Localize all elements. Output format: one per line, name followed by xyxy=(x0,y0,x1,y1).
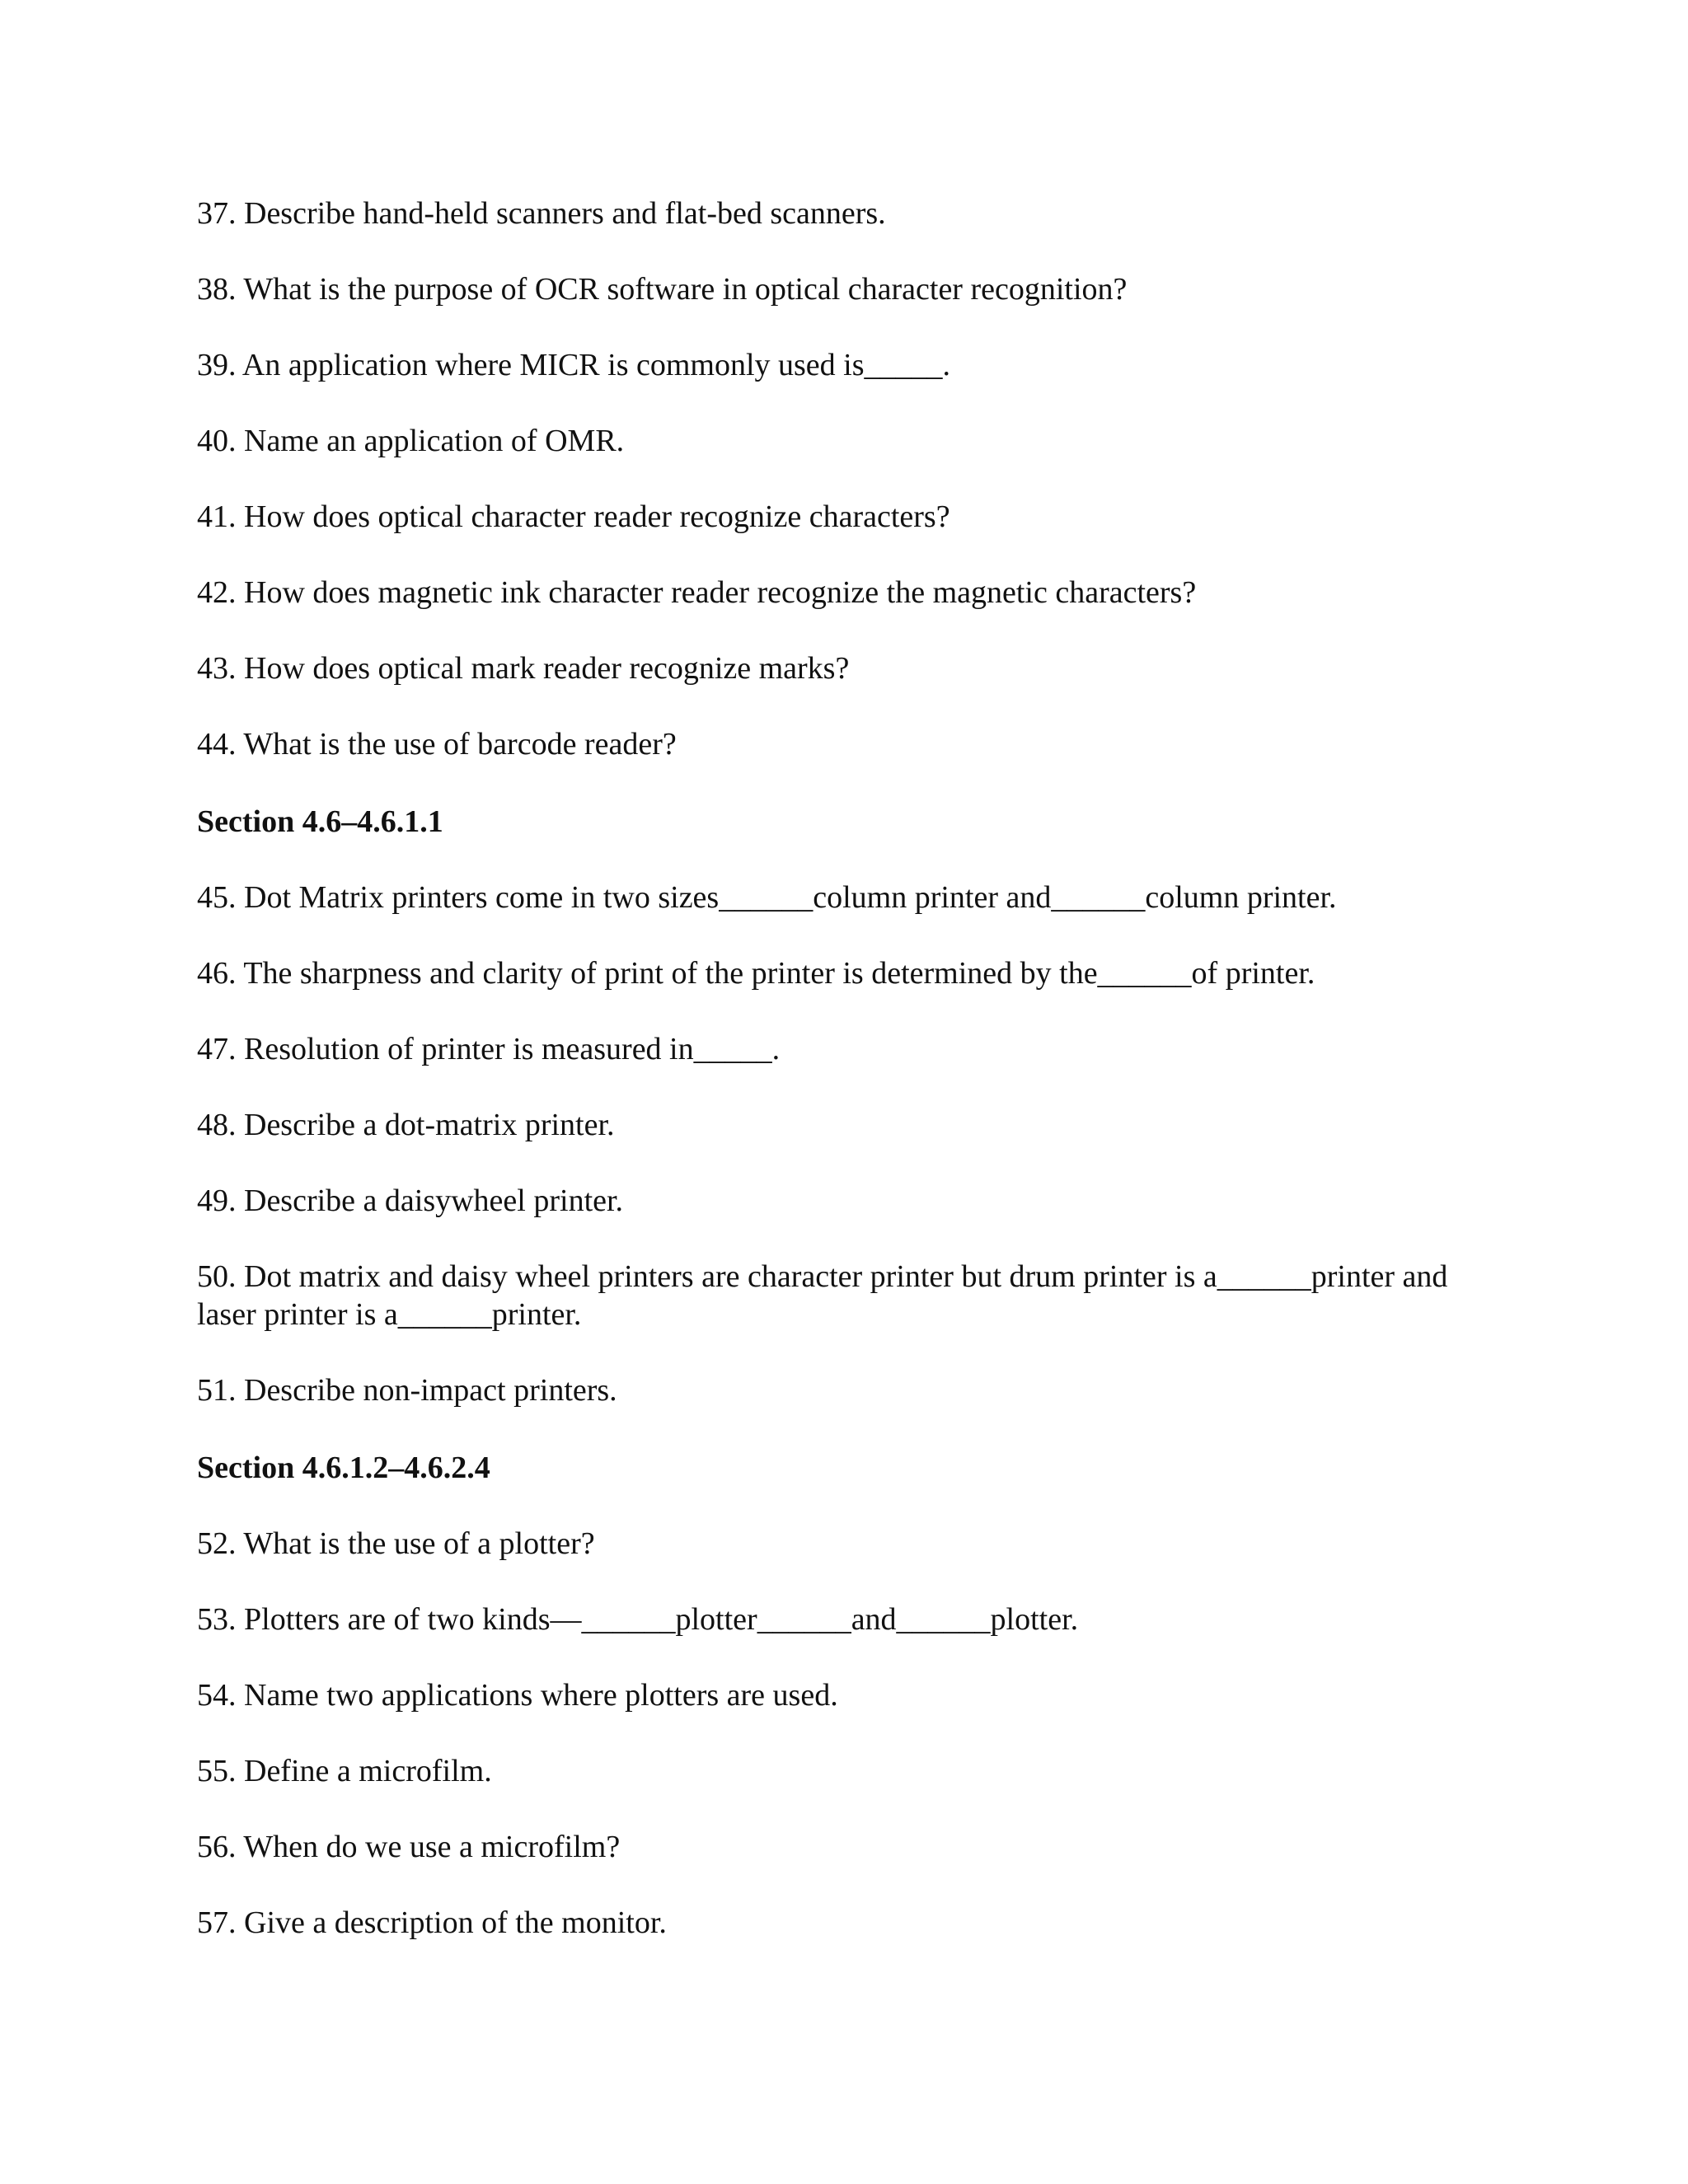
question-54: 54. Name two applications where plotters are used. xyxy=(197,1678,838,1713)
question-44: 44. What is the use of barcode reader? xyxy=(197,727,677,762)
question-41: 41. How does optical character reader recognize characters? xyxy=(197,499,950,534)
question-53: 53. Plotters are of two kinds—______plotter______and______plotter. xyxy=(197,1602,1079,1637)
question-51: 51. Describe non-impact printers. xyxy=(197,1373,617,1408)
question-46: 46. The sharpness and clarity of print of the printer is determined by the______of printer. xyxy=(197,956,1315,991)
question-38: 38. What is the purpose of OCR software in optical character recognition? xyxy=(197,272,1128,307)
question-49: 49. Describe a daisywheel printer. xyxy=(197,1183,624,1218)
section-heading: Section 4.6–4.6.1.1 xyxy=(197,804,443,839)
section-heading: Section 4.6.1.2–4.6.2.4 xyxy=(197,1451,490,1485)
question-42: 42. How does magnetic ink character reader recognize the magnetic characters? xyxy=(197,575,1197,610)
question-45: 45. Dot Matrix printers come in two sizes______column printer and______column printer. xyxy=(197,880,1337,915)
question-43: 43. How does optical mark reader recognize marks? xyxy=(197,651,850,686)
question-47: 47. Resolution of printer is measured in_____. xyxy=(197,1032,781,1066)
question-40: 40. Name an application of OMR. xyxy=(197,424,625,458)
question-56: 56. When do we use a microfilm? xyxy=(197,1830,621,1864)
question-39: 39. An application where MICR is commonly used is_____. xyxy=(197,348,951,382)
question-50: 50. Dot matrix and daisy wheel printers are character printer but drum printer is a______printer and laser printer is a______printer. xyxy=(197,1259,1448,1332)
question-57: 57. Give a description of the monitor. xyxy=(197,1905,667,1940)
question-55: 55. Define a microfilm. xyxy=(197,1754,492,1788)
question-52: 52. What is the use of a plotter? xyxy=(197,1526,595,1561)
question-48: 48. Describe a dot-matrix printer. xyxy=(197,1108,615,1142)
question-37: 37. Describe hand-held scanners and flat-bed scanners. xyxy=(197,196,886,231)
